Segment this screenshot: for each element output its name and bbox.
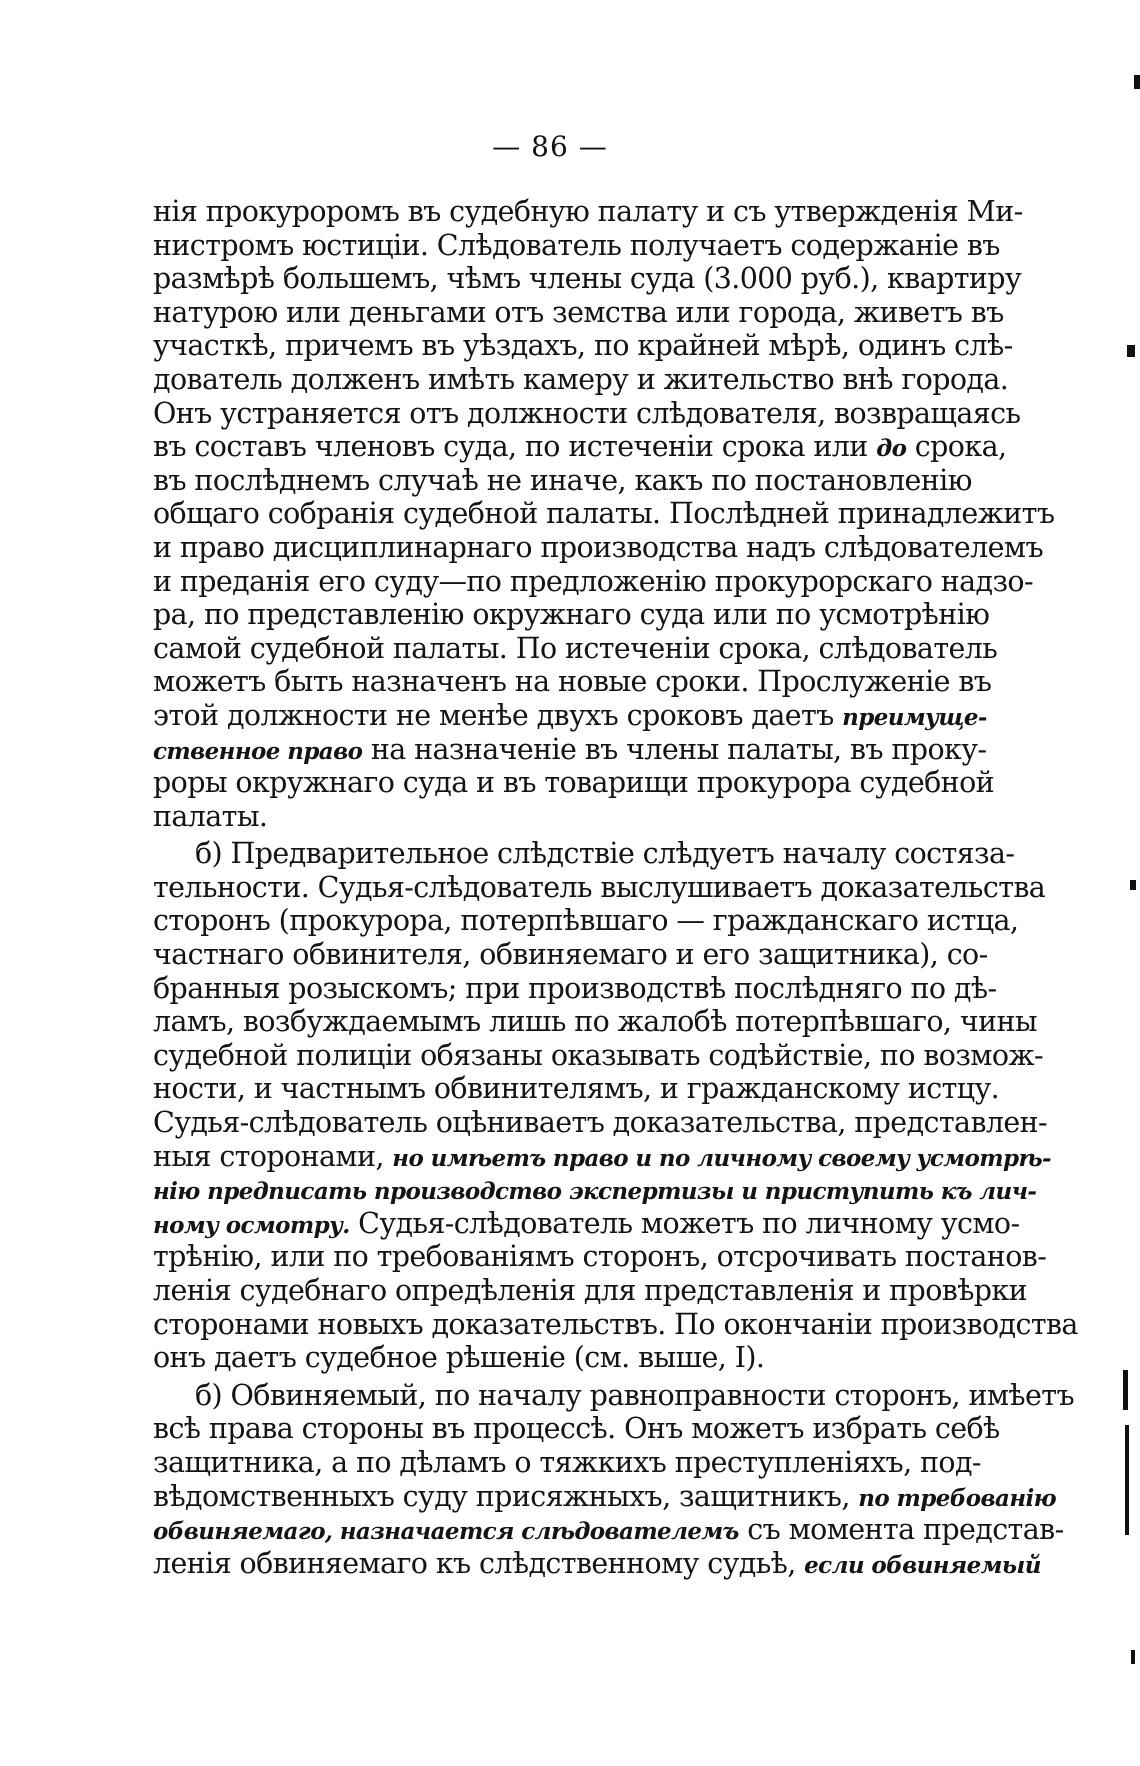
text-line: дователь долженъ имѣть камеру и жительство внѣ города. [153,362,1009,396]
text-line: защитника, а по дѣламъ о тяжкихъ преступленіяхъ, под- [153,1445,981,1479]
page-number: — 86 — [492,130,608,163]
scan-mark [1125,1425,1129,1535]
text-line [153,1479,1057,1514]
text-line: Онъ устраняется отъ должности слѣдователя, возвращаясь [153,396,1021,430]
text-line: нія прокуроромъ въ судебную палату и съ утвержденія Ми- [153,195,1023,228]
italic-text: ственное право [153,737,363,765]
text-line: б) Обвиняемый, по началу равноправности сторонъ, имѣетъ [195,1378,1074,1412]
text-run: ныя сторонами, [153,1139,384,1173]
italic-text: по требованію [858,1484,1057,1512]
italic-text: ному осмотру. [153,1211,350,1239]
text-line: самой судебной палаты. По истеченіи срока, слѣдователь [153,631,998,665]
text-line: всѣ права стороны въ процессѣ. Онъ можетъ избрать себѣ [153,1412,1000,1446]
text-line: бранныя розыскомъ; при производствѣ послѣдняго по дѣ- [153,971,997,1005]
text-line: частнаго обвинителя, обвиняемаго и его защитника), со- [153,938,988,972]
scan-mark [1130,880,1136,890]
text-run: этой должности не менѣе двухъ сроковъ даетъ [153,698,834,732]
scan-mark [1123,1370,1128,1410]
text-line: б) Предварительное слѣдствіе слѣдуетъ началу состяза- [195,837,1015,871]
text-line: судебной полиціи обязаны оказывать содѣйствіе, по возмож- [153,1038,1044,1072]
text-line [153,1173,1037,1207]
text-line [153,698,987,733]
text-line: ра, по представленію окружнаго суда или по усмотрѣнію [153,598,990,632]
text-run: съ момента представ- [747,1513,1064,1547]
text-line: роры окружнаго суда и въ товарищи прокурора судебной [153,766,995,800]
text-line: Судья-слѣдователь оцѣниваетъ доказательства, представлен- [153,1106,1048,1140]
text-line: трѣнію, или по требованіямъ сторонъ, отсрочивать постанов- [153,1240,1047,1274]
text-line: палаты. [153,799,268,833]
text-run: вѣдомственныхъ суду присяжныхъ, защитникъ, [153,1479,850,1513]
text-run: ленія обвиняемаго къ слѣдственному судьѣ, [153,1546,796,1580]
text-run: на назначеніе въ члены палаты, въ проку- [370,732,987,766]
scan-mark [1134,75,1140,89]
text-line [153,1546,1041,1581]
text-line: сторонами новыхъ доказательствъ. По окончаніи производства [153,1307,1078,1341]
italic-text: нію предписать производство экспертизы и приступить къ лич- [153,1178,1037,1206]
text-line: общаго собранія судебной палаты. Послѣдней принадлежитъ [153,497,1055,531]
scan-mark [1131,1650,1135,1664]
text-line: участкѣ, причемъ въ уѣздахъ, по крайней мѣрѣ, одинъ слѣ- [153,329,1013,363]
text-line: въ послѣднемъ случаѣ не иначе, какъ по постановленію [153,463,972,497]
text-line [153,430,1007,464]
italic-text: обвиняемаго, назначается слѣдователемъ [153,1518,739,1546]
text-line: сторонъ (прокурора, потерпѣвшаго — гражданскаго истца, [153,904,1019,938]
text-line [153,1139,1051,1174]
text-line: можетъ быть назначенъ на новые сроки. Прослуженіе въ [153,665,992,699]
text-line: онъ даетъ судебное рѣшеніе (см. выше, I). [153,1341,765,1375]
text-line: ламъ, возбуждаемымъ лишь по жалобѣ потерпѣвшаго, чины [153,1005,1037,1039]
italic-text: но имѣетъ право и по личному своему усмотрѣ- [392,1144,1051,1172]
paragraph-1 [153,195,1055,833]
text-line: ности, и частнымъ обвинителямъ, и гражданскому истцу. [153,1072,1000,1106]
text-line: размѣрѣ большемъ, чѣмъ члены суда (3.000 руб.), квартиру [153,262,1022,296]
italic-text: если обвиняемый [804,1551,1041,1579]
text-run: въ составъ членовъ суда, по истеченіи срока или [153,430,868,464]
text-line: и право дисциплинарнаго производства надъ слѣдователемъ [153,530,1043,564]
text-run: срока, [914,430,1007,464]
text-line: и преданія его суду—по предложенію прокурорскаго надзо- [153,564,1034,598]
text-line [153,732,987,767]
paragraph-2 [153,837,1078,1375]
scan-mark [1127,345,1135,357]
text-line [153,1206,1020,1241]
text-line [153,1513,1064,1547]
text-line: нистромъ юстиціи. Слѣдователь получаетъ содержаніе въ [153,228,1000,262]
page-text [153,195,1078,1580]
text-line: ленія судебнаго опредѣленія для представленія и провѣрки [153,1274,1028,1307]
text-run: Судья-слѣдователь можетъ по личному усмо- [358,1206,1020,1240]
italic-text: преимуще- [842,703,987,731]
italic-text: до [876,435,907,463]
text-line: тельности. Судья-слѣдователь выслушиваетъ доказательства [153,870,1046,904]
text-line: натурою или деньгами отъ земства или города, живетъ въ [153,295,1004,329]
paragraph-3 [153,1378,1074,1581]
